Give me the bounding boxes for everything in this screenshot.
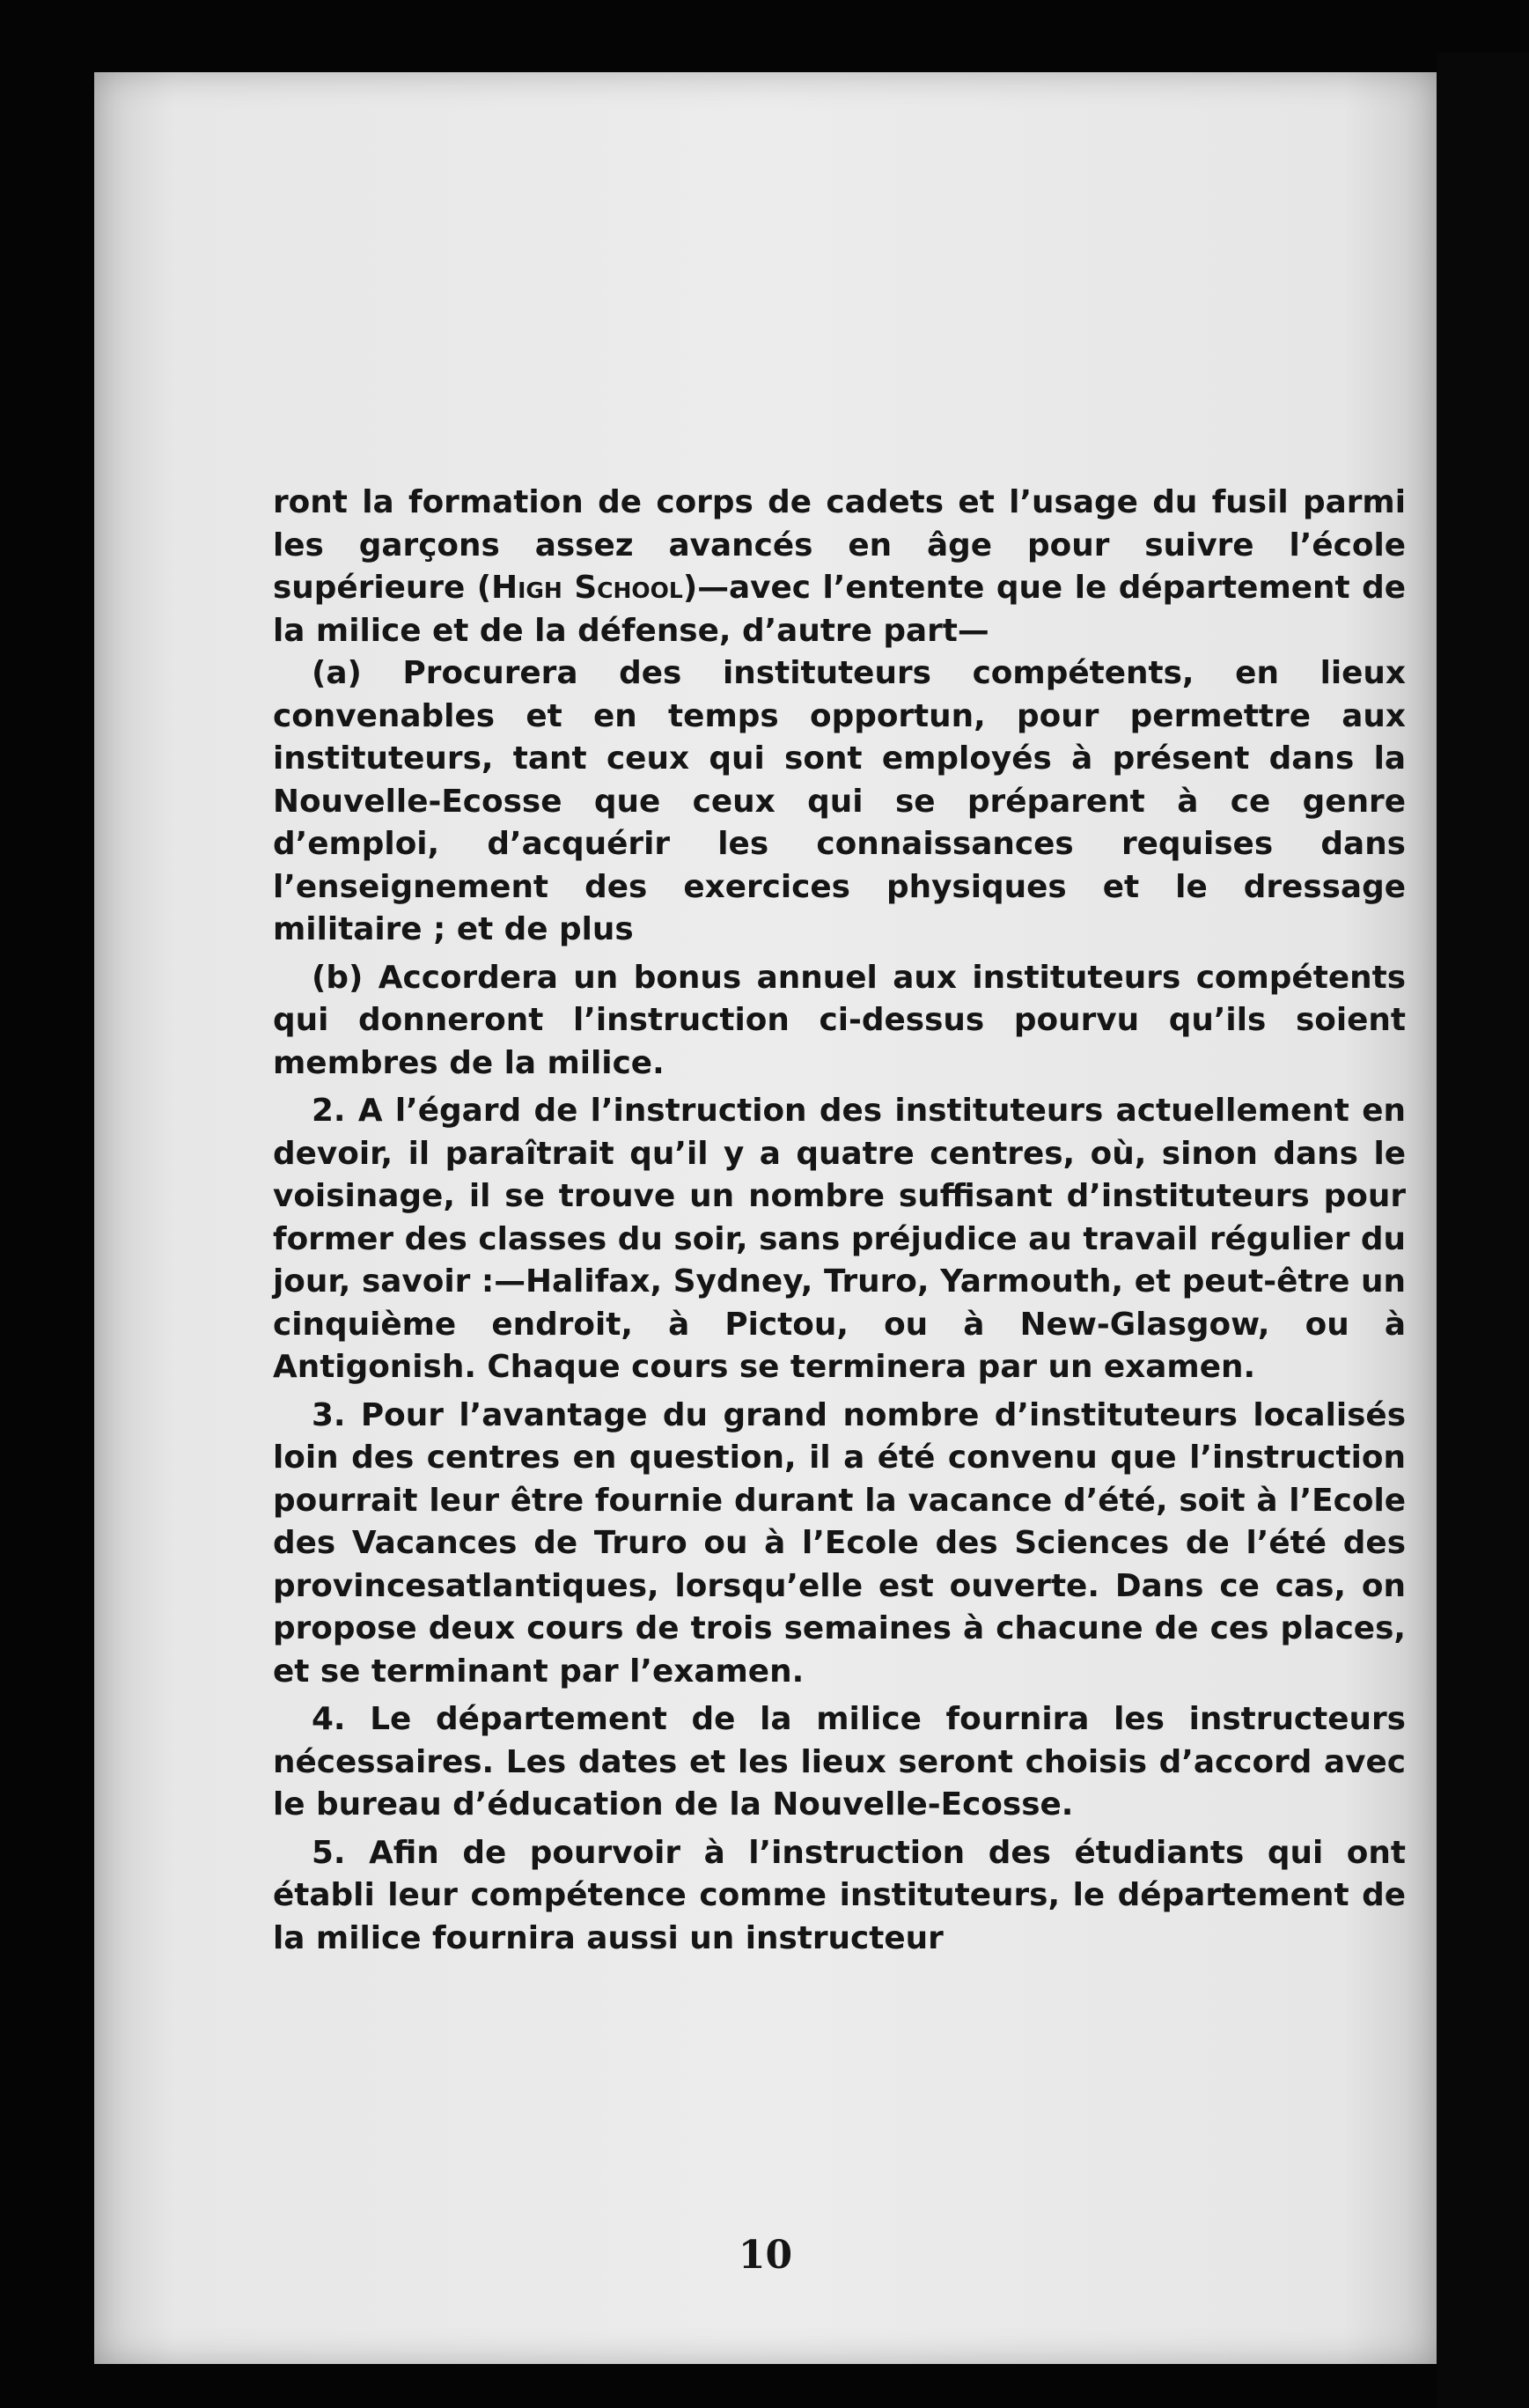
paragraph-a: (a) Procurera des instituteurs compétents, en lieux convenables et en temps opportun, pour permettre aux instituteurs, tant ceux qui sont employés à présent dans la Nouvelle-Ecosse que ceux qui se préparent à ce genre d’emploi, d’acquérir les connaissances requises dans l’enseignement des exercices physiques et le dressage militaire ; et de plus <box>273 655 1406 947</box>
paragraph-5: 5. Afin de pourvoir à l’instruction des étudiants qui ont établi leur compétence comme instituteurs, le département de la milice fournira aussi un instructeur <box>273 1834 1406 1956</box>
paragraph-b: (b) Accordera un bonus annuel aux instituteurs compétents qui donneront l’instruction ci-dessus pourvu qu’ils soient membres de la milice. <box>273 959 1406 1081</box>
scanned-page <box>94 72 1437 2364</box>
paragraph-4: 4. Le département de la milice fournira les instructeurs nécessaires. Les dates et les lieux seront choisis d’accord avec le bureau d’éducation de la Nouvelle-Ecosse. <box>273 1701 1406 1823</box>
high-school-smallcaps: High School <box>491 570 683 606</box>
page-number: 10 <box>738 2233 793 2278</box>
paragraph-2: 2. A l’égard de l’instruction des instituteurs actuellement en devoir, il paraîtrait qu’il y a quatre centres, où, sinon dans le voisinage, il se trouve un nombre suffisant d’instituteurs pour former des classes du soir, sans préjudice au travail régulier du jour, savoir :—Halifax, Sydney, Truro, Yarmouth, et peut-être un cinquième endroit, à Pictou, ou à New-Glasgow, ou à Antigonish. Chaque cours se terminera par un examen. <box>273 1093 1406 1385</box>
paragraph-intro: ront la formation de corps de cadets et l’usage du fusil parmi les garçons assez avancés en âge pour suivre l’école supérieure (High School)—avec l’entente que le département de la milice et de la défense, d’autre part— <box>273 484 1406 649</box>
scan-border <box>1437 53 1529 2408</box>
body-text <box>273 482 1406 1965</box>
paragraph-3: 3. Pour l’avantage du grand nombre d’instituteurs localisés loin des centres en question, il a été convenu que l’instruction pourrait leur être fournie durant la vacance d’été, soit à l’Ecole des Vacances de Truro ou à l’Ecole des Sciences de l’été des provincesatlantiques, lorsqu’elle est ouverte. Dans ce cas, on propose deux cours de trois semaines à chacune de ces places, et se terminant par l’examen. <box>273 1396 1406 1690</box>
